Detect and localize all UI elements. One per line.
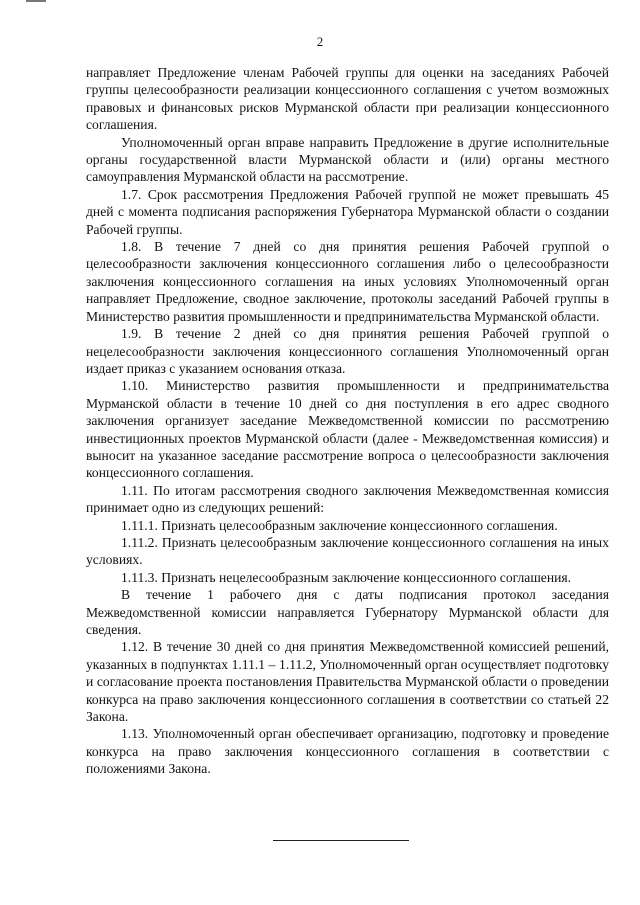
scan-edge-mark [26, 0, 46, 2]
paragraph-1-8: 1.8. В течение 7 дней со дня принятия решения Рабочей группой о целесообразности заключения концессионного соглашения либо о целесообразности заключения концессионного соглашения на иных условиях Уполномоченный орган направляет Предложение, сводное заключение, протоколы заседаний Рабочей группы в Министерство развития промышленности и предпринимательства Мурманской области. [86, 239, 609, 324]
paragraph-1-11: 1.11. По итогам рассмотрения сводного заключения Межведомственная комиссия принимает одно из следующих решений: [86, 482, 609, 516]
paragraph-1-9: 1.9. В течение 2 дней со дня принятия решения Рабочей группой о нецелесообразности заключения концессионного соглашения Уполномоченный орган издает приказ с указанием основания отказа. [86, 326, 609, 376]
paragraph-authorized-body-right: Уполномоченный орган вправе направить Предложение в другие исполнительные органы государственной власти Мурманской области и (или) органы местного самоуправления Мурманской области на рассмотрение. [86, 134, 609, 185]
paragraph-continuation: направляет Предложение членам Рабочей группы для оценки на заседаниях Рабочей группы целесообразности реализации концессионного соглашения с учетом возможных правовых и финансовых рисков Мурманской области при реализации концессионного соглашения. [86, 65, 609, 133]
paragraph-1-13: 1.13. Уполномоченный орган обеспечивает организацию, подготовку и проведение конкурса на право заключения концессионного соглашения в соответствии с положениями Закона. [86, 726, 609, 777]
paragraph-protocol-notice: В течение 1 рабочего дня с даты подписания протокол заседания Межведомственной комиссии направляется Губернатору Мурманской области для сведения. [86, 587, 609, 637]
paragraph-1-7: 1.7. Срок рассмотрения Предложения Рабочей группой не может превышать 45 дней с момента подписания распоряжения Губернатора Мурманской области о создании Рабочей группы. [86, 186, 609, 237]
document-body [86, 64, 609, 778]
paragraph-1-11-2: 1.11.2. Признать целесообразным заключение концессионного соглашения на иных условиях. [86, 534, 609, 568]
paragraph-1-11-1: 1.11.1. Признать целесообразным заключение концессионного соглашения. [121, 517, 558, 533]
end-divider [273, 840, 409, 841]
paragraph-1-11-3: 1.11.3. Признать нецелесообразным заключение концессионного соглашения. [121, 569, 572, 585]
paragraph-1-10: 1.10. Министерство развития промышленности и предпринимательства Мурманской области в течение 10 дней со дня поступления в его адрес сводного заключения организует заседание Межведомственной комиссии по рассмотрению инвестиционных проектов Мурманской области (далее - Межведомственная комиссия) и выносит на указанное заседание рассмотрение вопроса о целесообразности заключения концессионного соглашения. [86, 378, 609, 481]
paragraph-1-12: 1.12. В течение 30 дней со дня принятия Межведомственной комиссией решений, указанных в подпунктах 1.11.1 – 1.11.2, Уполномоченный орган осуществляет подготовку и согласование проекта постановления Правительства Мурманской области о проведении конкурса на право заключения концессионного соглашения в соответствии со статьей 22 Закона. [86, 639, 609, 725]
page-number: 2 [316, 34, 324, 49]
